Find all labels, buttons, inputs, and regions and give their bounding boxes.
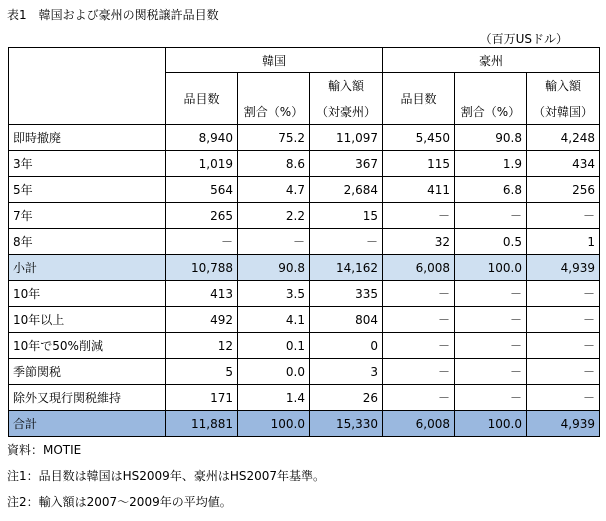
- cell-australia-imports: 434: [527, 151, 600, 177]
- table-row: [9, 125, 600, 151]
- header-australia-share: 割合（%）: [455, 99, 527, 125]
- row-label: 3年: [9, 151, 166, 177]
- cell-korea-share: 4.1: [238, 307, 310, 333]
- cell-korea-imports: 367: [310, 151, 383, 177]
- table-row: [9, 151, 600, 177]
- note-source: 資料：MOTIE: [7, 443, 82, 457]
- row-label: 除外又現行関税維持: [9, 385, 166, 411]
- cell-korea-items: 10,788: [166, 255, 238, 281]
- cell-australia-imports: －: [527, 307, 600, 333]
- cell-korea-imports: 804: [310, 307, 383, 333]
- cell-korea-imports: 15: [310, 203, 383, 229]
- cell-korea-share: 2.2: [238, 203, 310, 229]
- cell-korea-imports: －: [310, 229, 383, 255]
- cell-australia-imports: 256: [527, 177, 600, 203]
- cell-korea-share: －: [238, 229, 310, 255]
- row-label: 8年: [9, 229, 166, 255]
- cell-korea-items: 1,019: [166, 151, 238, 177]
- cell-australia-share: －: [455, 281, 527, 307]
- cell-australia-items: －: [383, 203, 455, 229]
- header-korea-imports: 輸入額: [310, 73, 383, 99]
- cell-korea-imports: 11,097: [310, 125, 383, 151]
- cell-korea-items: 5: [166, 359, 238, 385]
- table-title: 表1 韓国および豪州の関税譲許品目数: [7, 8, 219, 22]
- header-australia-share-top: [455, 73, 527, 99]
- cell-korea-imports: 26: [310, 385, 383, 411]
- row-label: 10年以上: [9, 307, 166, 333]
- cell-australia-share: 1.9: [455, 151, 527, 177]
- cell-korea-items: 8,940: [166, 125, 238, 151]
- cell-australia-items: －: [383, 333, 455, 359]
- cell-australia-items: 115: [383, 151, 455, 177]
- cell-korea-share: 4.7: [238, 177, 310, 203]
- cell-australia-imports: 4,939: [527, 255, 600, 281]
- cell-australia-imports: －: [527, 359, 600, 385]
- cell-korea-share: 3.5: [238, 281, 310, 307]
- notes: [7, 437, 325, 515]
- table-row: [9, 385, 600, 411]
- cell-australia-share: 6.8: [455, 177, 527, 203]
- row-label: 合計: [9, 411, 166, 437]
- table-row: [9, 177, 600, 203]
- header-korea-share: 割合（%）: [238, 99, 310, 125]
- header-korea-share-top: [238, 73, 310, 99]
- cell-australia-share: 0.5: [455, 229, 527, 255]
- cell-korea-share: 8.6: [238, 151, 310, 177]
- cell-korea-items: 171: [166, 385, 238, 411]
- cell-australia-imports: －: [527, 281, 600, 307]
- cell-korea-items: －: [166, 229, 238, 255]
- cell-korea-items: 492: [166, 307, 238, 333]
- cell-australia-items: 5,450: [383, 125, 455, 151]
- header-korea: 韓国: [166, 48, 383, 73]
- cell-australia-items: 6,008: [383, 411, 455, 437]
- table-row: [9, 411, 600, 437]
- cell-korea-items: 564: [166, 177, 238, 203]
- cell-korea-imports: 14,162: [310, 255, 383, 281]
- cell-korea-share: 0.0: [238, 359, 310, 385]
- cell-australia-share: －: [455, 359, 527, 385]
- table-row: [9, 255, 600, 281]
- table-row: [9, 307, 600, 333]
- cell-australia-share: 100.0: [455, 411, 527, 437]
- cell-korea-items: 265: [166, 203, 238, 229]
- cell-australia-share: －: [455, 203, 527, 229]
- cell-australia-items: －: [383, 307, 455, 333]
- row-label: 7年: [9, 203, 166, 229]
- cell-korea-share: 1.4: [238, 385, 310, 411]
- row-label: 即時撤廃: [9, 125, 166, 151]
- table-row: [9, 281, 600, 307]
- cell-australia-imports: －: [527, 203, 600, 229]
- cell-australia-imports: －: [527, 333, 600, 359]
- cell-australia-imports: 4,939: [527, 411, 600, 437]
- header-korea-imports-sub: （対豪州）: [310, 99, 383, 125]
- cell-korea-items: 12: [166, 333, 238, 359]
- row-label: 季節関税: [9, 359, 166, 385]
- cell-korea-share: 75.2: [238, 125, 310, 151]
- header-australia-imports-sub: （対韓国）: [527, 99, 600, 125]
- cell-australia-share: 90.8: [455, 125, 527, 151]
- cell-australia-items: －: [383, 359, 455, 385]
- cell-korea-imports: 15,330: [310, 411, 383, 437]
- corner-header: [9, 48, 166, 125]
- unit-label: （百万USドル）: [479, 32, 568, 46]
- header-korea-items: 品目数: [166, 73, 238, 125]
- cell-australia-imports: 4,248: [527, 125, 600, 151]
- cell-australia-imports: 1: [527, 229, 600, 255]
- note-1: 注1：品目数は韓国はHS2009年、豪州はHS2007年基準。: [7, 469, 325, 483]
- row-label: 5年: [9, 177, 166, 203]
- cell-australia-items: 411: [383, 177, 455, 203]
- cell-korea-imports: 0: [310, 333, 383, 359]
- cell-australia-share: －: [455, 307, 527, 333]
- cell-korea-share: 0.1: [238, 333, 310, 359]
- cell-korea-items: 11,881: [166, 411, 238, 437]
- cell-korea-imports: 3: [310, 359, 383, 385]
- table-row: [9, 359, 600, 385]
- table-row: [9, 229, 600, 255]
- cell-korea-share: 90.8: [238, 255, 310, 281]
- cell-australia-share: －: [455, 333, 527, 359]
- cell-korea-share: 100.0: [238, 411, 310, 437]
- row-label: 10年で50%削減: [9, 333, 166, 359]
- cell-korea-items: 413: [166, 281, 238, 307]
- header-australia-items: 品目数: [383, 73, 455, 125]
- header-australia-imports: 輸入額: [527, 73, 600, 99]
- note-2: 注2：輸入額は2007～2009年の平均値。: [7, 495, 232, 509]
- table-row: [9, 333, 600, 359]
- table-row: [9, 203, 600, 229]
- cell-australia-items: 32: [383, 229, 455, 255]
- cell-korea-imports: 2,684: [310, 177, 383, 203]
- cell-australia-items: 6,008: [383, 255, 455, 281]
- tariff-concession-table: [8, 47, 600, 437]
- cell-korea-imports: 335: [310, 281, 383, 307]
- row-label: 小計: [9, 255, 166, 281]
- cell-australia-items: －: [383, 385, 455, 411]
- row-label: 10年: [9, 281, 166, 307]
- header-australia: 豪州: [383, 48, 600, 73]
- cell-australia-share: 100.0: [455, 255, 527, 281]
- cell-australia-share: －: [455, 385, 527, 411]
- cell-australia-imports: －: [527, 385, 600, 411]
- cell-australia-items: －: [383, 281, 455, 307]
